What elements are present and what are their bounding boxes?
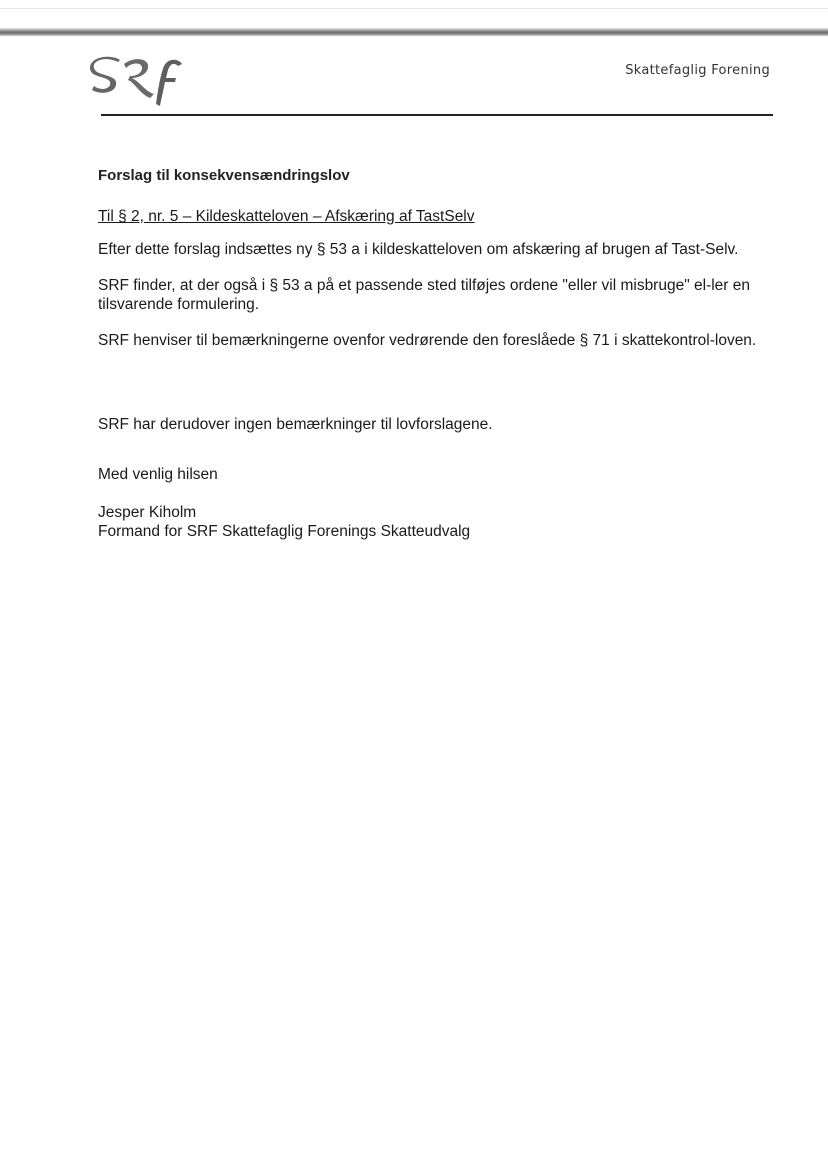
organization-name: Skattefaglig Forening bbox=[625, 63, 770, 78]
letter-body bbox=[98, 166, 770, 541]
document-subtitle: Til § 2, nr. 5 – Kildeskatteloven – Afskæring af TastSelv bbox=[98, 208, 475, 225]
srf-logo bbox=[88, 52, 188, 108]
closing-salutation: Med venlig hilsen bbox=[98, 466, 218, 483]
scan-top-bar bbox=[0, 28, 828, 36]
paragraph-1: Efter dette forslag indsættes ny § 53 a i kildeskatteloven om afskæring af brugen af Tast-Selv. bbox=[98, 241, 739, 258]
header-rule bbox=[101, 114, 773, 116]
remark-paragraph: SRF har derudover ingen bemærkninger til lovforslagene. bbox=[98, 416, 493, 433]
document-title: Forslag til konsekvensændringslov bbox=[98, 167, 350, 184]
paragraph-2: SRF finder, at der også i § 53 a på et passende sted tilføjes ordene "eller vil misbruge" el-ler en tilsvarende formulering. bbox=[98, 277, 751, 313]
signer-title: Formand for SRF Skattefaglig Forenings Skatteudvalg bbox=[98, 523, 471, 540]
scan-edge-line bbox=[0, 8, 828, 9]
signer-name: Jesper Kiholm bbox=[98, 504, 197, 521]
paragraph-3: SRF henviser til bemærkningerne ovenfor vedrørende den foreslåede § 71 i skattekontrol-loven. bbox=[98, 332, 757, 349]
